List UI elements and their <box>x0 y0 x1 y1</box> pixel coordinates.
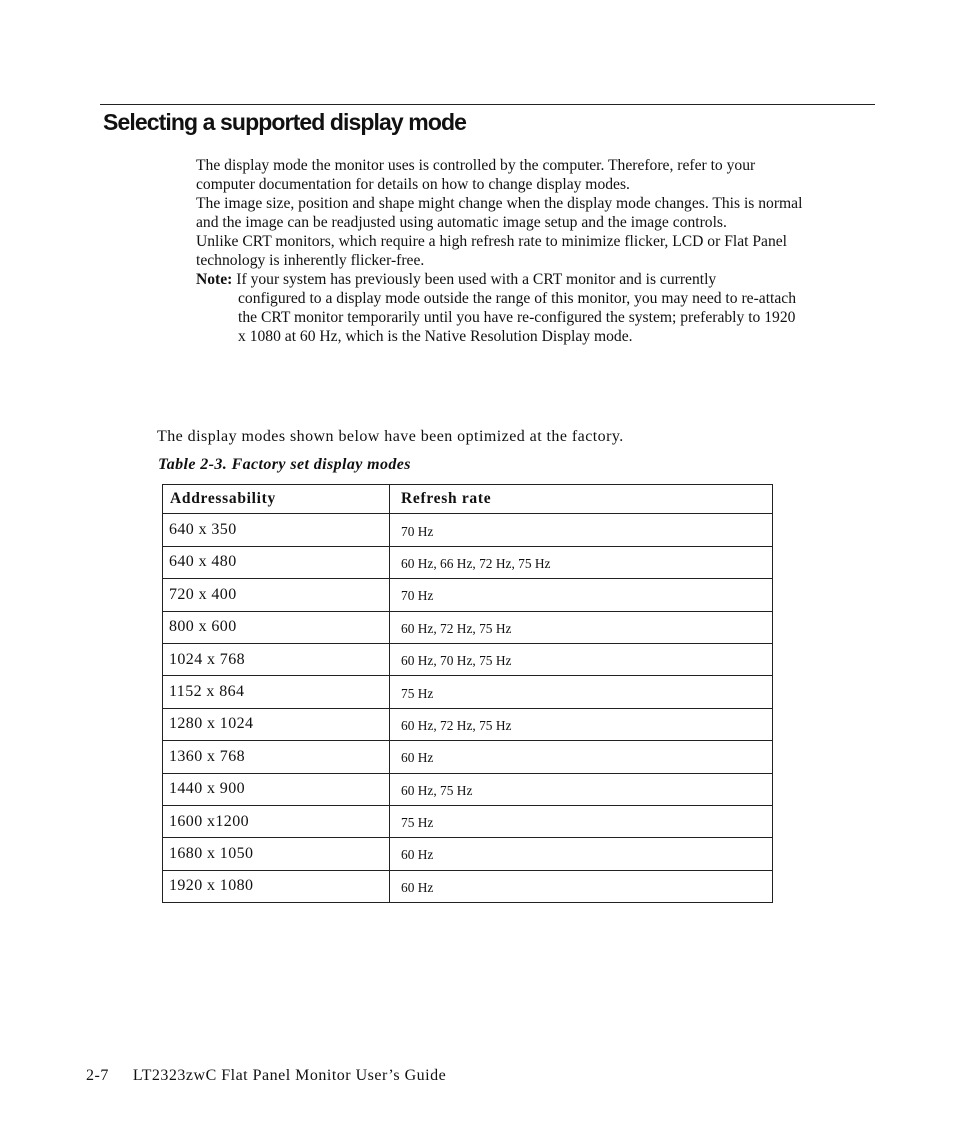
paragraph: Unlike CRT monitors, which require a high refresh rate to minimize flicker, LCD or Flat Panel technology is inherently flicker-free. <box>196 233 788 269</box>
note-text-first-line: If your system has previously been used with a CRT monitor and is currently <box>236 271 717 288</box>
refresh-rate-cell: 60 Hz, 72 Hz, 75 Hz <box>390 708 773 740</box>
addressability-cell: 1920 x 1080 <box>163 870 390 902</box>
paragraph: The display mode the monitor uses is controlled by the computer. Therefore, refer to your computer documentation for details on how to change display modes. <box>196 157 756 193</box>
note-label: Note: <box>196 271 233 288</box>
paragraph: The image size, position and shape might change when the display mode changes. This is normal and the image can be readjusted using automatic image setup and the image controls. <box>196 195 803 231</box>
refresh-rate-cell: 60 Hz, 75 Hz <box>390 773 773 805</box>
refresh-rate-cell: 60 Hz, 72 Hz, 75 Hz <box>390 611 773 643</box>
refresh-rate-cell: 60 Hz <box>390 741 773 773</box>
table-header-row <box>163 485 773 514</box>
table-row <box>163 805 773 837</box>
refresh-rate-cell: 75 Hz <box>390 676 773 708</box>
refresh-rate-cell: 70 Hz <box>390 514 773 546</box>
refresh-rate-cell: 60 Hz <box>390 870 773 902</box>
document-title: LT2323zwC Flat Panel Monitor User’s Guide <box>132 1067 447 1084</box>
refresh-rate-cell: 70 Hz <box>390 579 773 611</box>
note <box>196 270 806 346</box>
table-row <box>163 546 773 578</box>
table-row <box>163 579 773 611</box>
addressability-cell: 1360 x 768 <box>163 741 390 773</box>
refresh-rate-cell: 60 Hz, 66 Hz, 72 Hz, 75 Hz <box>390 546 773 578</box>
addressability-cell: 720 x 400 <box>163 579 390 611</box>
addressability-cell: 1440 x 900 <box>163 773 390 805</box>
table-caption: Table 2-3. Factory set display modes <box>158 456 411 473</box>
section-divider <box>100 104 875 105</box>
column-header-addressability: Addressability <box>163 485 390 514</box>
table-row <box>163 773 773 805</box>
addressability-cell: 1600 x1200 <box>163 805 390 837</box>
table-row <box>163 676 773 708</box>
addressability-cell: 640 x 480 <box>163 546 390 578</box>
refresh-rate-cell: 60 Hz <box>390 838 773 870</box>
addressability-cell: 1280 x 1024 <box>163 708 390 740</box>
addressability-cell: 1152 x 864 <box>163 676 390 708</box>
section-title: Selecting a supported display mode <box>103 109 467 135</box>
addressability-cell: 1024 x 768 <box>163 643 390 675</box>
addressability-cell: 1680 x 1050 <box>163 838 390 870</box>
addressability-cell: 640 x 350 <box>163 514 390 546</box>
table-row <box>163 514 773 546</box>
table-row <box>163 708 773 740</box>
addressability-cell: 800 x 600 <box>163 611 390 643</box>
display-modes-table <box>162 484 773 903</box>
table-row <box>163 643 773 675</box>
table-row <box>163 838 773 870</box>
column-header-refresh-rate: Refresh rate <box>390 485 773 514</box>
note-text: configured to a display mode outside the range of this monitor, you may need to re-attach the CRT monitor temporarily until you have re-configured the system; preferably to 1920 x 1080 at 60 Hz, which is the Native Resolution Display mode. <box>238 290 796 345</box>
refresh-rate-cell: 75 Hz <box>390 805 773 837</box>
table-row <box>163 611 773 643</box>
refresh-rate-cell: 60 Hz, 70 Hz, 75 Hz <box>390 643 773 675</box>
table-intro: The display modes shown below have been optimized at the factory. <box>157 428 624 445</box>
page-number: 2-7 <box>86 1067 109 1084</box>
page-footer <box>86 1067 446 1085</box>
body-text <box>196 156 806 346</box>
table-row <box>163 870 773 902</box>
table-row <box>163 741 773 773</box>
